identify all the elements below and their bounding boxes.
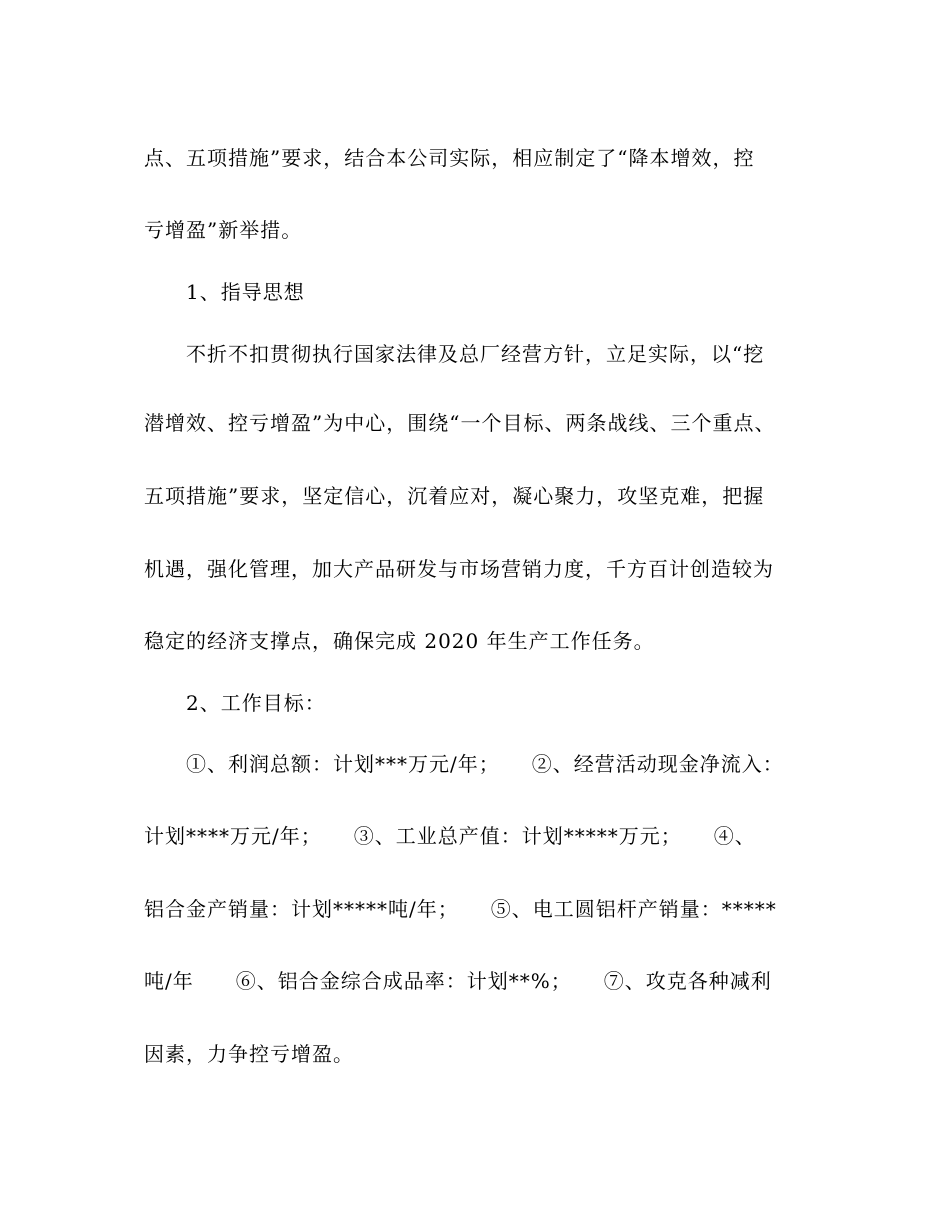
section-heading-guiding-thought: 1、指导思想 bbox=[186, 280, 305, 304]
body-text-line: 亏增盈”新举措。 bbox=[144, 218, 303, 242]
body-text-line: 因素，力争控亏增盈。 bbox=[144, 1042, 354, 1066]
body-text-line: 稳定的经济支撑点，确保完成 2020 年生产工作任务。 bbox=[144, 629, 655, 653]
body-text-line: 不折不扣贯彻执行国家法律及总厂经营方针，立足实际，以“挖 bbox=[186, 342, 765, 366]
body-text-line: 五项措施”要求，坚定信心，沉着应对，凝心聚力，攻坚克难，把握 bbox=[144, 484, 765, 508]
body-text-line: ①、利润总额：计划***万元/年； ②、经营活动现金净流入： bbox=[186, 752, 784, 776]
body-text-line: 铝合金产销量：计划*****吨/年； ⑤、电工圆铝杆产销量：***** bbox=[144, 897, 777, 921]
body-text-line: 点、五项措施”要求，结合本公司实际，相应制定了“降本增效，控 bbox=[144, 146, 755, 170]
body-text-line: 吨/年 ⑥、铝合金综合成品率：计划**%； ⑦、攻克各种减利 bbox=[144, 969, 772, 993]
body-text-line: 计划****万元/年； ③、工业总产值：计划*****万元； ④、 bbox=[144, 824, 756, 848]
section-heading-work-goals: 2、工作目标： bbox=[186, 691, 326, 715]
body-text-line: 机遇，强化管理，加大产品研发与市场营销力度，千方百计创造较为 bbox=[144, 557, 774, 581]
body-text-line: 潜增效、控亏增盈”为中心，围绕“一个目标、两条战线、三个重点、 bbox=[144, 411, 776, 435]
